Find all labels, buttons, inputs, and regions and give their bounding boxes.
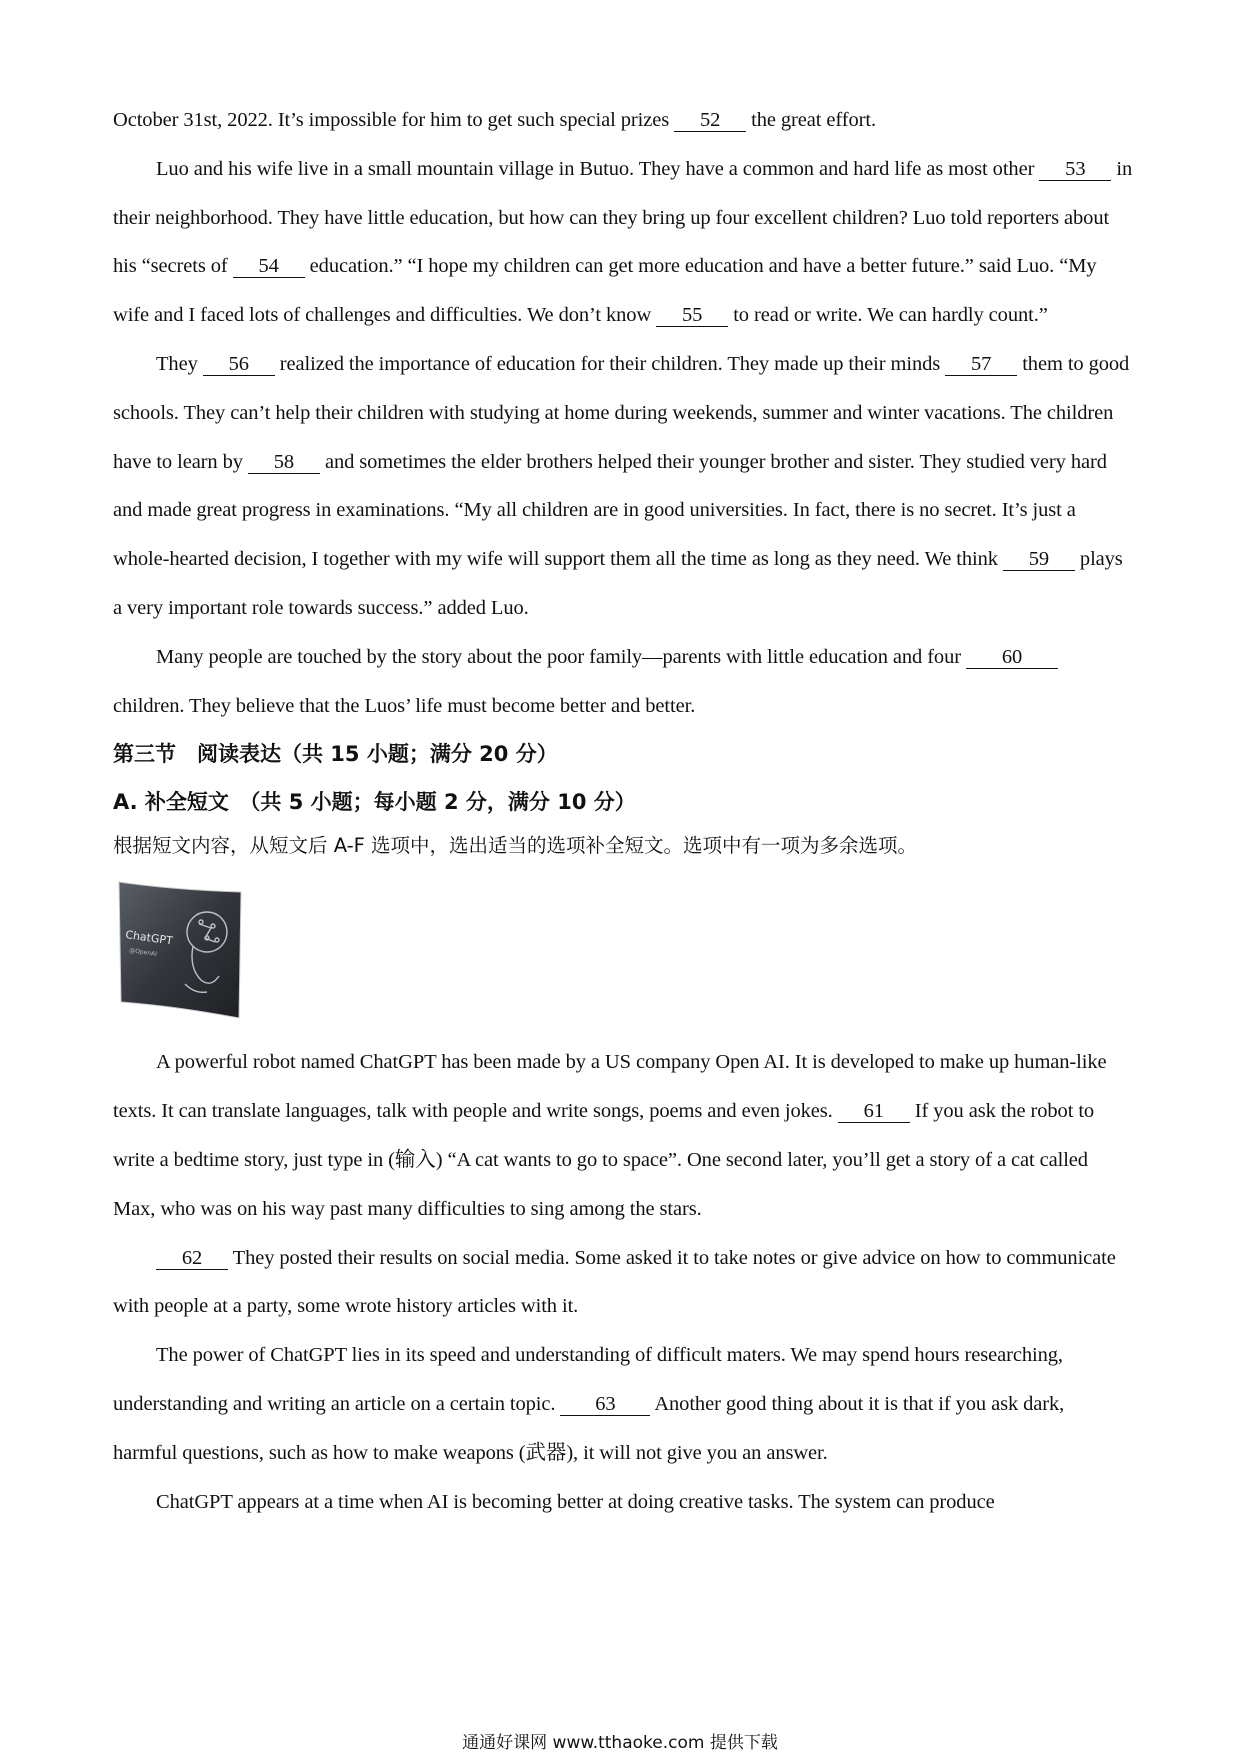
paragraph-1 [113,96,1133,145]
text: children. They believe that the Luos’ life must become better and better. [113,694,696,717]
blank-53[interactable]: 53 [1039,158,1111,181]
paragraph-5 [113,1038,1133,1233]
paragraph-7 [113,1331,1133,1477]
paragraph-3 [113,340,1133,633]
paragraph-8 [113,1478,1133,1527]
text: The power of ChatGPT lies in its speed and understanding of difficult maters. We may spend hours researching, understanding and writing an article on a certain topic. [113,1344,1063,1415]
blank-59[interactable]: 59 [1003,548,1075,571]
text: the great effort. [746,109,876,131]
blank-57[interactable]: 57 [945,353,1017,376]
blank-62[interactable]: 62 [156,1247,228,1270]
text: October 31st, 2022. It’s impossible for him to get such special prizes [113,109,675,131]
text: in their neighborhood. They have little education, but how can they bring up four excellent children? Luo told reporters about his “secrets of [113,157,1133,278]
text: plays a very important role towards success.” added Luo. [113,548,1123,619]
blank-61[interactable]: 61 [838,1100,910,1123]
blank-56[interactable]: 56 [203,353,275,376]
text: realized the importance of education for their children. They made up their minds [274,352,946,375]
text: Many people are touched by the story about the poor family—parents with little education and four [156,645,966,668]
instruction: 根据短文内容，从短文后 A-F 选项中，选出适当的选项补全短文。选项中有一项为多余选项。 [113,834,918,858]
text: and sometimes the elder brothers helped their younger brother and sister. They studied very hard and made great progress in examinations. “My all children are in good universities. In fact, there is no secret. It’s just a whole-hearted decision, I together with my wife will support them all the time as long as they need. We think [113,450,1107,571]
paragraph-4 [113,633,1133,731]
section-title: 第三节 阅读表达（共 15 小题；满分 20 分） [113,742,558,767]
blank-58[interactable]: 58 [248,451,320,474]
blank-54[interactable]: 54 [233,255,305,278]
text: If you ask the robot to write a bedtime story, just type in (输入) “A cat wants to go to space”. One second later, you’ll get a story of a cat called Max, who was on his way past many difficulties to sing among the stars. [113,1100,1095,1220]
paragraph-2 [113,145,1133,340]
logo-text: ChatGPT [124,928,174,948]
blank-55[interactable]: 55 [656,304,728,327]
text: They posted their results on social media. Some asked it to take notes or give advice on how to communicate with people at a party, some wrote history articles with it. [113,1246,1116,1318]
text: A powerful robot named ChatGPT has been made by a US company Open AI. It is developed to make up human-like texts. It can translate languages, talk with people and write songs, poems and even jokes. [113,1051,1107,1123]
blank-60[interactable]: 60 [966,646,1058,669]
text: education.” “I hope my children can get more education and have a better future.” said Luo. “My wife and I faced lots of challenges and difficulties. We don’t know [113,255,1097,327]
paragraph-6 [113,1234,1133,1332]
text: them to good schools. They can’t help their children with studying at home during weekends, summer and winter vacations. The children have to learn by [113,352,1130,473]
text: ChatGPT appears at a time when AI is becoming better at doing creative tasks. The system can produce [156,1490,995,1513]
subsection-title: A. 补全短文 （共 5 小题；每小题 2 分，满分 10 分） [113,790,636,815]
document-page [113,96,1133,1526]
text: Luo and his wife live in a small mountain village in Butuo. They have a common and hard life as most other [156,157,1040,180]
blank-63[interactable]: 63 [560,1393,650,1416]
text: to read or write. We can hardly count.” [728,304,1048,327]
blank-52[interactable]: 52 [674,109,746,132]
text: They [156,352,203,375]
footer-source: 通通好课网 www.tthaoke.com 提供下载 [462,1733,778,1753]
logo-subtext: @OpenAI [128,947,158,959]
chatgpt-photo [115,876,245,1020]
text: Another good thing about it is that if you ask dark, harmful questions, such as how to make weapons (武器), it will not give you an answer. [113,1392,1065,1464]
